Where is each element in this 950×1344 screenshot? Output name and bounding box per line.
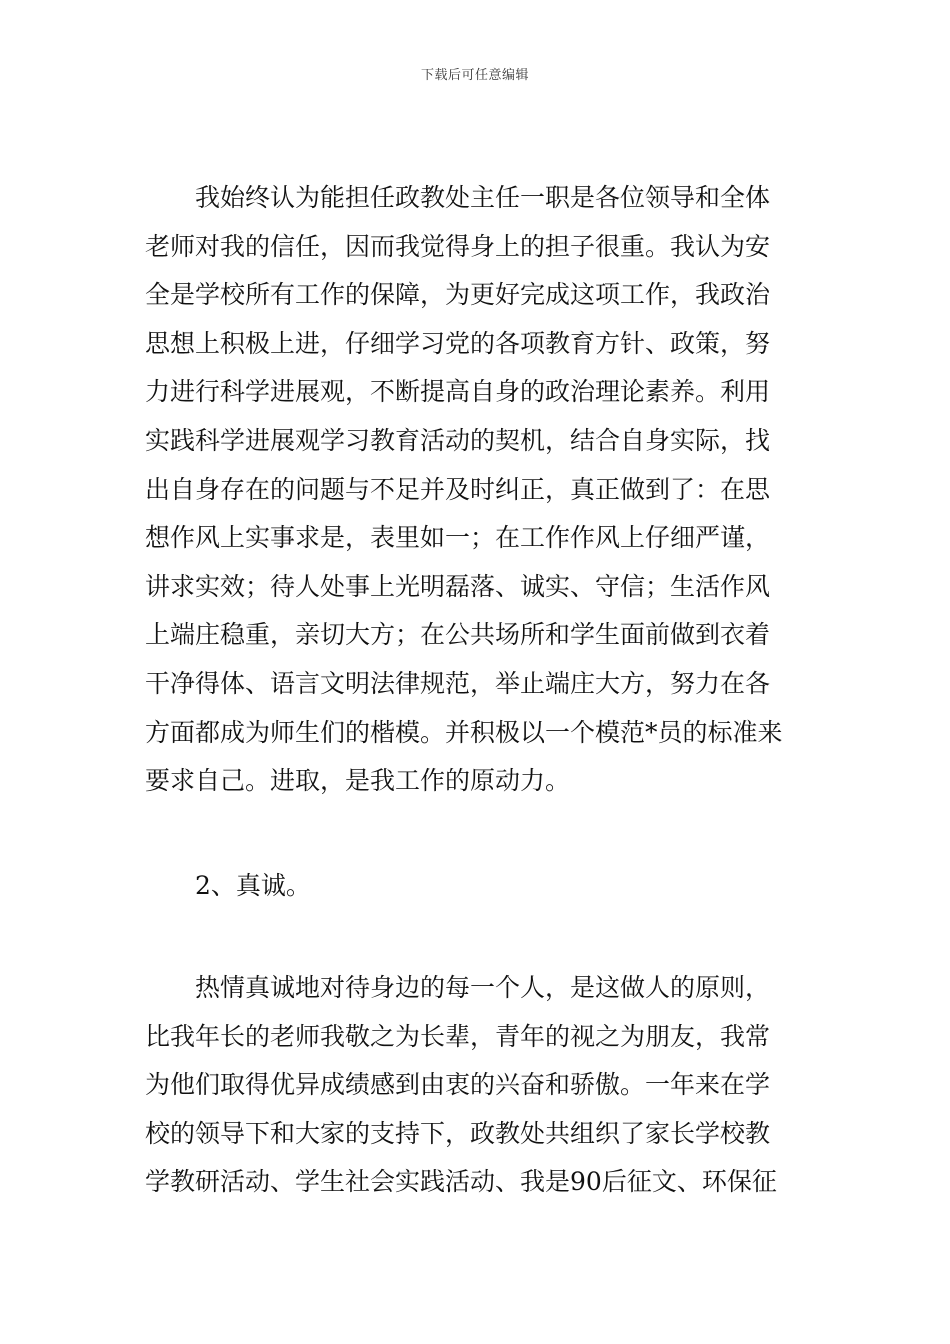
paragraph-line: 讲求实效；待人处事上光明磊落、诚实、守信；生活作风 xyxy=(145,571,771,601)
page-header: 下载后可任意编辑 xyxy=(420,68,529,83)
paragraph-line: 方面都成为师生们的楷模。并积极以一个模范*员的标准来 xyxy=(145,717,783,747)
paragraph-line: 学教研活动、学生社会实践活动、我是90后征文、环保征 xyxy=(145,1167,777,1197)
paragraph-line: 上端庄稳重，亲切大方；在公共场所和学生面前做到衣着 xyxy=(145,620,771,650)
paragraph-line: 思想上积极上进，仔细学习党的各项教育方针、政策，努 xyxy=(145,328,771,358)
paragraph-line: 为他们取得优异成绩感到由衷的兴奋和骄傲。一年来在学 xyxy=(145,1070,771,1100)
paragraph-line: 热情真诚地对待身边的每一个人，是这做人的原则， xyxy=(195,973,771,1002)
paragraph-line: 比我年长的老师我敬之为长辈，青年的视之为朋友，我常 xyxy=(145,1021,771,1051)
paragraph-line: 实践科学进展观学习教育活动的契机，结合自身实际，找 xyxy=(145,425,771,455)
paragraph-line: 干净得体、语言文明法律规范，举止端庄大方，努力在各 xyxy=(145,668,771,698)
section-heading: 2、真诚。 xyxy=(195,871,311,900)
section-heading-sincerity xyxy=(145,862,810,911)
paragraph-line: 全是学校所有工作的保障，为更好完成这项工作，我政治 xyxy=(145,280,771,310)
paragraph-self-discipline xyxy=(145,174,810,806)
paragraph-line: 力进行科学进展观，不断提高自身的政治理论素养。利用 xyxy=(145,377,771,407)
paragraph-line: 老师对我的信任，因而我觉得身上的担子很重。我认为安 xyxy=(145,231,771,261)
paragraph-line: 要求自己。进取，是我工作的原动力。 xyxy=(145,766,571,796)
paragraph-line: 出自身存在的问题与不足并及时纠正，真正做到了：在思 xyxy=(145,474,771,504)
paragraph-line: 我始终认为能担任政教处主任一职是各位领导和全体 xyxy=(195,183,771,212)
paragraph-line: 校的领导下和大家的支持下，政教处共组织了家长学校教 xyxy=(145,1118,771,1148)
paragraph-line: 想作风上实事求是，表里如一；在工作作风上仔细严谨， xyxy=(145,523,771,553)
paragraph-sincerity xyxy=(145,964,810,1207)
